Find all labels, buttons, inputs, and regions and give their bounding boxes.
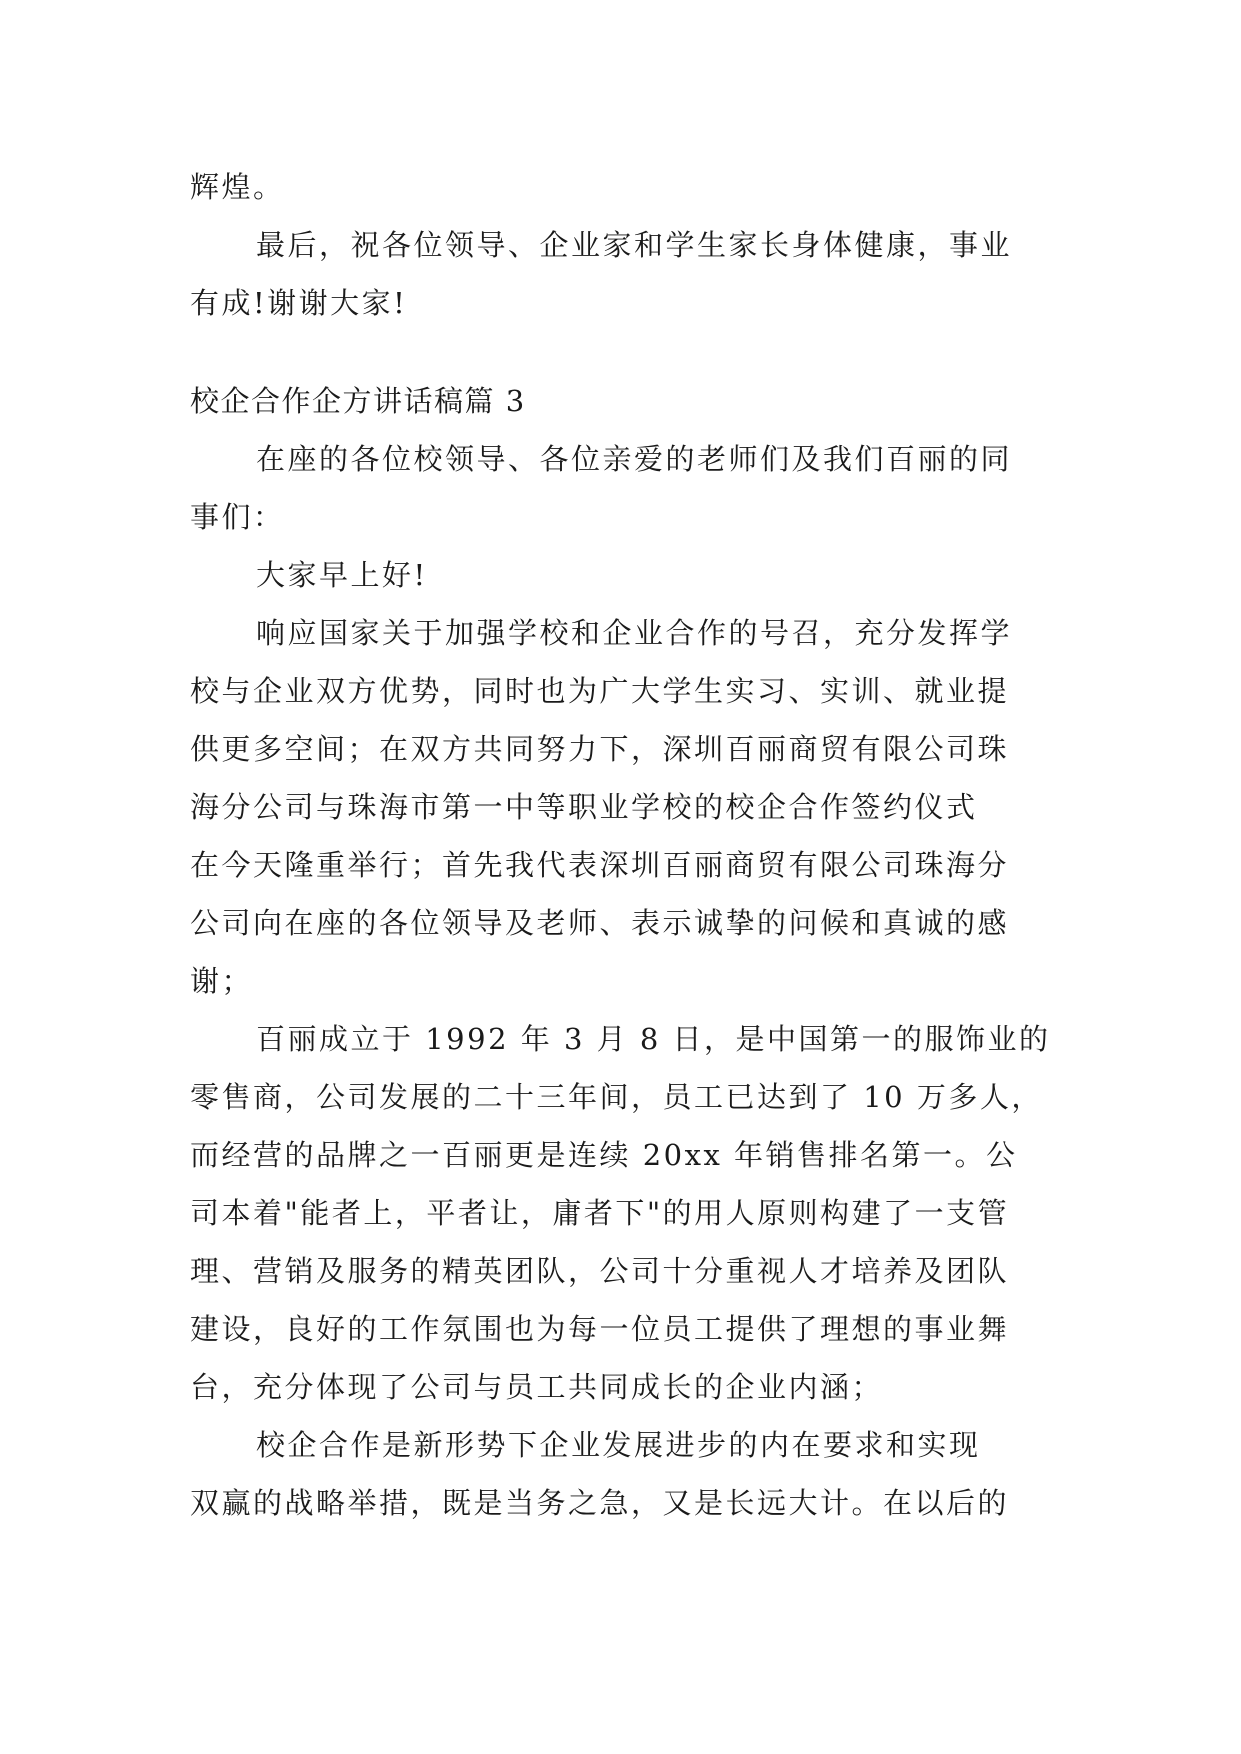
text-line: 台，充分体现了公司与员工共同成长的企业内涵； <box>190 1370 884 1404</box>
text-line: 在今天隆重举行；首先我代表深圳百丽商贸有限公司珠海分 <box>190 848 1010 882</box>
text-line: 辉煌。 <box>190 170 285 204</box>
text-line: 零售商，公司发展的二十三年间，员工已达到了 10 万多人， <box>190 1080 1043 1114</box>
text-line: 校与企业双方优势，同时也为广大学生实习、实训、就业提 <box>190 674 1010 708</box>
paragraph-strategy <box>190 1416 1052 1532</box>
paragraph-cooperation <box>190 604 1052 1010</box>
text-line: 海分公司与珠海市第一中等职业学校的校企合作签约仪式 <box>190 790 978 824</box>
text-line: 而经营的品牌之一百丽更是连续 20xx 年销售排名第一。公 <box>190 1138 1018 1172</box>
text-line: 供更多空间；在双方共同努力下，深圳百丽商贸有限公司珠 <box>190 732 1010 766</box>
text-line: 最后，祝各位领导、企业家和学生家长身体健康，事业 <box>256 228 1013 262</box>
paragraph-salutation <box>190 546 1052 604</box>
text-line: 在座的各位校领导、各位亲爱的老师们及我们百丽的同 <box>256 442 1013 476</box>
text-line: 响应国家关于加强学校和企业合作的号召，充分发挥学 <box>256 616 1013 650</box>
text-line: 理、营销及服务的精英团队，公司十分重视人才培养及团队 <box>190 1254 1010 1288</box>
text-line: 事们： <box>190 500 285 534</box>
text-line: 司本着"能者上，平者让，庸者下"的用人原则构建了一支管 <box>190 1196 1010 1230</box>
text-line: 校企合作是新形势下企业发展进步的内在要求和实现 <box>256 1428 981 1462</box>
document-body <box>190 158 1052 1532</box>
section-gap <box>190 332 1052 372</box>
text-line: 公司向在座的各位领导及老师、表示诚挚的问候和真诚的感 <box>190 906 1010 940</box>
paragraph-closing <box>190 216 1052 332</box>
paragraph-continuation <box>190 158 1052 216</box>
text-line: 百丽成立于 1992 年 3 月 8 日，是中国第一的服饰业的 <box>256 1022 1051 1056</box>
text-line: 大家早上好! <box>256 558 428 592</box>
section-title: 校企合作企方讲话稿篇 3 <box>190 384 526 418</box>
text-line: 建设，良好的工作氛围也为每一位员工提供了理想的事业舞 <box>190 1312 1010 1346</box>
paragraph-company-intro <box>190 1010 1052 1416</box>
paragraph-greeting <box>190 430 1052 546</box>
text-line: 双赢的战略举措，既是当务之急，又是长远大计。在以后的 <box>190 1486 1010 1520</box>
text-line: 有成!谢谢大家! <box>190 286 408 320</box>
text-line: 谢； <box>190 964 254 998</box>
